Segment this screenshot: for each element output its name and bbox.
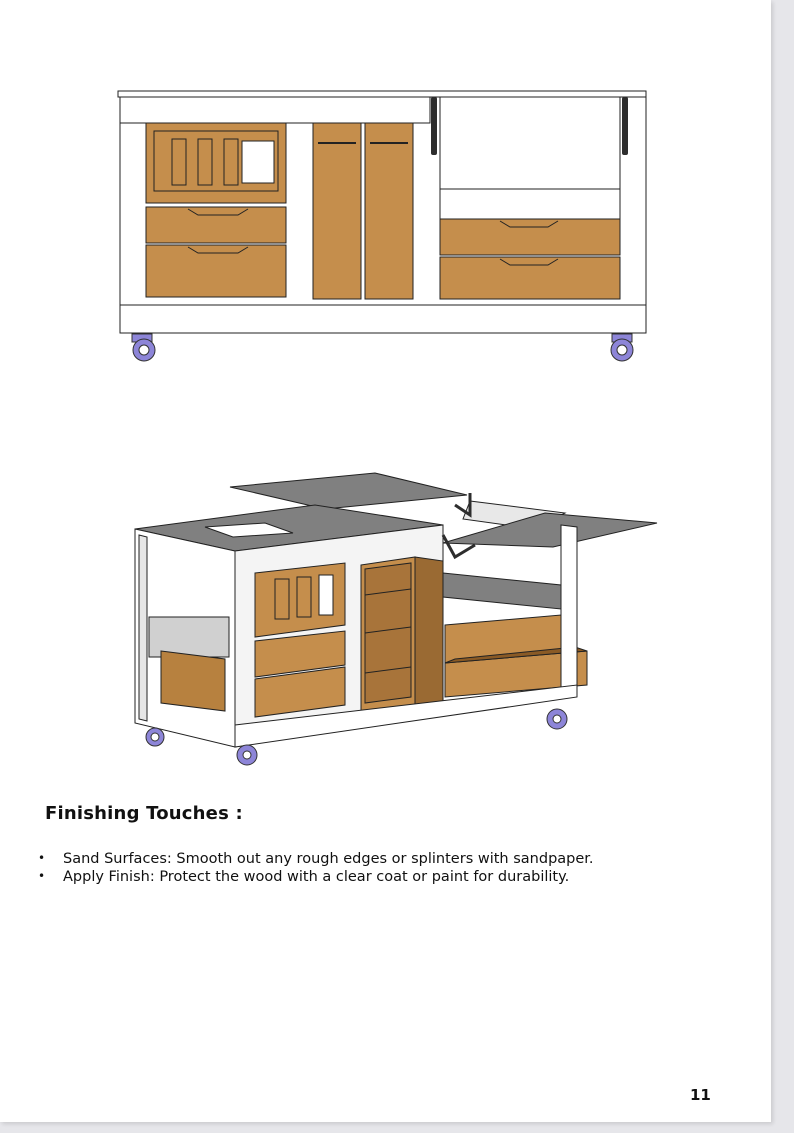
tabletop [118,91,646,97]
caster-icon [146,728,164,746]
page-number: 11 [690,1086,711,1104]
caster-icon [611,334,633,361]
caster-icon [237,745,257,765]
bullet-marker: • [38,851,46,865]
caster-icon [132,334,155,361]
workbench-front-view [110,85,655,365]
workbench-isometric-view [125,465,665,770]
bracket-icon [443,493,475,557]
list-item [36,850,736,868]
caster-icon [547,709,567,729]
bullet-list [36,850,736,886]
section-heading: Finishing Touches : [45,803,243,824]
list-item-text: Apply Finish: Protect the wood with a clear coat or paint for durability. [63,869,570,885]
bullet-marker: • [38,869,46,883]
list-item-text: Sand Surfaces: Smooth out any rough edges or splinters with sandpaper. [63,851,594,867]
list-item [36,868,736,886]
